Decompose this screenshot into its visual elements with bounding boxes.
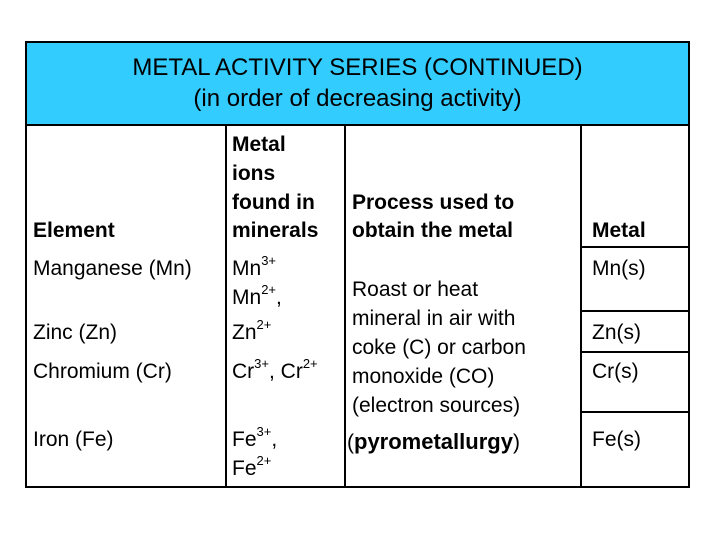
- title-line-2: (in order of decreasing activity): [193, 85, 522, 112]
- element-zinc: Zinc (Zn): [33, 321, 117, 344]
- row-divider-1: [580, 246, 688, 248]
- header-process-line-2: obtain the metal: [352, 219, 514, 242]
- row-divider-2: [580, 310, 688, 312]
- process-line-1: Roast or heat: [352, 278, 479, 301]
- element-manganese: Manganese (Mn): [33, 257, 192, 280]
- column-divider-ions: [225, 124, 227, 486]
- process-line-4: monoxide (CO): [352, 365, 495, 388]
- pyrometallurgy-term: pyrometallurgy: [354, 429, 513, 454]
- metal-chromium: Cr(s): [592, 360, 639, 383]
- title-line-1: METAL ACTIVITY SERIES (CONTINUED): [132, 54, 583, 81]
- ion-chromium: $Cr^{3+}$, $Cr^{2+}$: [232, 356, 318, 383]
- process-line-2: mineral in air with: [352, 307, 516, 330]
- header-ions-line-2: ions: [232, 162, 276, 185]
- element-iron: Iron (Fe): [33, 428, 114, 451]
- metal-zinc: Zn(s): [592, 321, 641, 344]
- title-banner: [27, 43, 688, 126]
- activity-series-table: [25, 41, 690, 488]
- column-divider-process: [344, 124, 346, 486]
- ion-iron-3plus: $Fe^{3+}$,: [232, 424, 278, 451]
- metal-manganese: Mn(s): [592, 257, 646, 280]
- ion-iron-2plus: $Fe^{2+}$: [232, 453, 272, 480]
- header-ions-line-3: found in: [232, 191, 315, 214]
- header-ions-line-4: minerals: [232, 219, 319, 242]
- ion-zinc: $Zn^{2+}$: [232, 317, 272, 344]
- column-divider-metal: [580, 124, 582, 486]
- header-ions-line-1: Metal: [232, 133, 286, 156]
- ion-manganese-3plus: $Mn^{3+}$: [232, 253, 277, 280]
- process-line-5: (electron sources): [352, 394, 521, 417]
- row-divider-4: [580, 411, 688, 413]
- process-line-6: (pyrometallurgy): [347, 429, 520, 454]
- ion-manganese-2plus: $Mn^{2+}$,: [232, 282, 282, 309]
- element-chromium: Chromium (Cr): [33, 360, 172, 383]
- header-element: Element: [33, 219, 115, 242]
- row-divider-3: [580, 351, 688, 353]
- process-line-3: coke (C) or carbon: [352, 336, 526, 359]
- header-metal: Metal: [592, 219, 646, 242]
- header-process-line-1: Process used to: [352, 191, 515, 214]
- metal-iron: Fe(s): [592, 428, 641, 451]
